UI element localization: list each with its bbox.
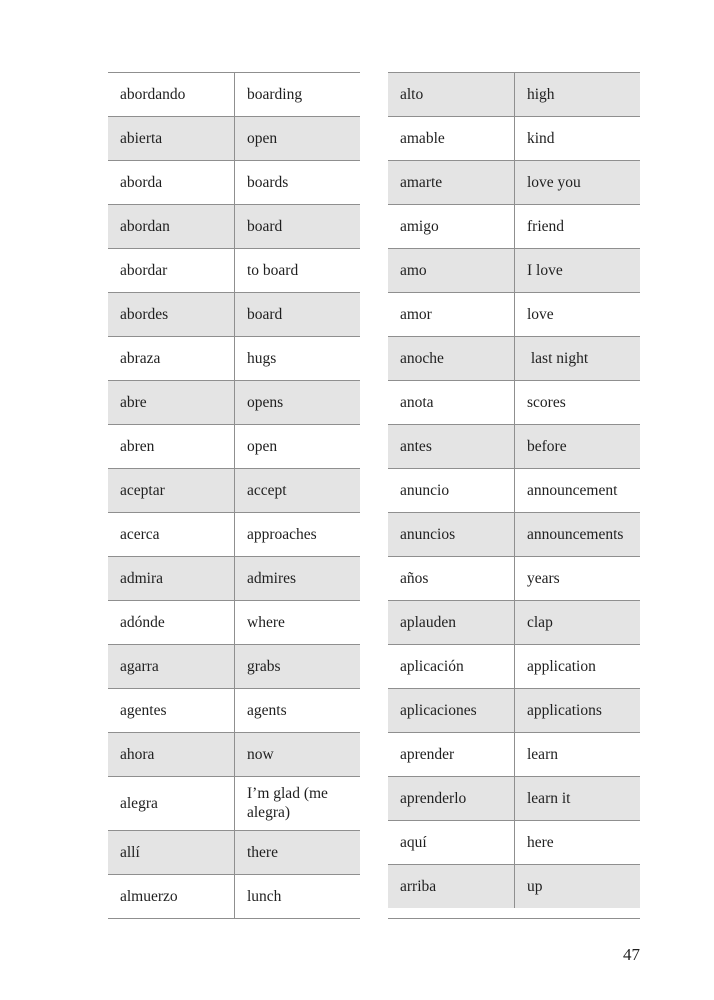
spanish-term: amable (388, 117, 515, 160)
glossary-row (108, 556, 360, 600)
english-translation: here (527, 833, 554, 851)
english-translation: open (247, 437, 278, 455)
glossary-row (108, 116, 360, 160)
glossary-row (108, 830, 360, 874)
glossary-row (388, 556, 640, 600)
glossary-row (108, 72, 360, 116)
spanish-term: abordes (108, 293, 235, 336)
english-translation: accept (247, 481, 287, 499)
glossary-row (388, 600, 640, 644)
english-translation: scores (527, 393, 566, 411)
spanish-term: aplicación (388, 645, 515, 688)
spanish-term: abordando (108, 73, 235, 116)
english-translation: years (527, 569, 560, 587)
glossary-row (388, 820, 640, 864)
glossary-tables (108, 72, 640, 919)
glossary-row (388, 380, 640, 424)
glossary-row (108, 600, 360, 644)
english-translation: now (247, 745, 274, 763)
glossary-row (388, 512, 640, 556)
glossary-row (388, 468, 640, 512)
glossary-row (388, 644, 640, 688)
english-translation: last night (527, 349, 589, 367)
glossary-row (108, 424, 360, 468)
english-translation: applications (527, 701, 602, 719)
english-translation: lunch (247, 887, 282, 905)
glossary-row (388, 292, 640, 336)
glossary-row (108, 512, 360, 556)
spanish-term: anuncio (388, 469, 515, 512)
english-translation: before (527, 437, 567, 455)
spanish-term: agentes (108, 689, 235, 732)
spanish-term: aprender (388, 733, 515, 776)
spanish-term: abordan (108, 205, 235, 248)
english-translation: hugs (247, 349, 277, 367)
spanish-term: abraza (108, 337, 235, 380)
glossary-table-right (388, 72, 640, 919)
glossary-row (388, 424, 640, 468)
glossary-table-left (108, 72, 360, 919)
english-translation: learn it (527, 789, 571, 807)
page-number: 47 (623, 945, 640, 964)
glossary-row (388, 864, 640, 908)
english-translation: agents (247, 701, 287, 719)
english-translation: board (247, 217, 283, 235)
glossary-row (388, 688, 640, 732)
spanish-term: aprenderlo (388, 777, 515, 820)
english-translation: boarding (247, 85, 303, 103)
english-translation: clap (527, 613, 553, 631)
spanish-term: arriba (388, 865, 515, 908)
glossary-row (108, 732, 360, 776)
spanish-term: anota (388, 381, 515, 424)
glossary-row (388, 204, 640, 248)
glossary-row (108, 160, 360, 204)
spanish-term: aquí (388, 821, 515, 864)
spanish-term: aceptar (108, 469, 235, 512)
english-translation: kind (527, 129, 555, 147)
spanish-term: amigo (388, 205, 515, 248)
spanish-term: almuerzo (108, 875, 235, 918)
spanish-term: antes (388, 425, 515, 468)
glossary-row (108, 248, 360, 292)
spanish-term: admira (108, 557, 235, 600)
glossary-row (108, 292, 360, 336)
spanish-term: aplicaciones (388, 689, 515, 732)
english-translation: love you (527, 173, 581, 191)
spanish-term: años (388, 557, 515, 600)
glossary-row (108, 688, 360, 732)
spanish-term: aplauden (388, 601, 515, 644)
glossary-row (108, 874, 360, 918)
glossary-row (108, 336, 360, 380)
spanish-term: ahora (108, 733, 235, 776)
english-translation: grabs (247, 657, 281, 675)
spanish-term: abren (108, 425, 235, 468)
spanish-term: alto (388, 73, 515, 116)
spanish-term: amarte (388, 161, 515, 204)
english-translation: love (527, 305, 554, 323)
english-translation: learn (527, 745, 558, 763)
english-translation: where (247, 613, 285, 631)
english-translation: approaches (247, 525, 317, 543)
glossary-row (108, 776, 360, 830)
english-translation: I love (527, 261, 563, 279)
glossary-row (388, 336, 640, 380)
spanish-term: allí (108, 831, 235, 874)
spanish-term: amor (388, 293, 515, 336)
spanish-term: abierta (108, 117, 235, 160)
english-translation: up (527, 877, 543, 895)
english-translation: open (247, 129, 278, 147)
english-translation: announcement (527, 481, 618, 499)
glossary-row (108, 468, 360, 512)
english-translation: admires (247, 569, 297, 587)
english-translation: there (247, 843, 278, 861)
glossary-row (388, 116, 640, 160)
glossary-row (388, 776, 640, 820)
spanish-term: agarra (108, 645, 235, 688)
glossary-row (388, 160, 640, 204)
glossary-row (108, 380, 360, 424)
glossary-row (388, 248, 640, 292)
english-translation: board (247, 305, 283, 323)
english-translation: application (527, 657, 596, 675)
spanish-term: anoche (388, 337, 515, 380)
english-translation: I’m glad (me alegra) (247, 785, 332, 822)
glossary-row (388, 732, 640, 776)
english-translation: boards (247, 173, 289, 191)
spanish-term: aborda (108, 161, 235, 204)
spanish-term: alegra (108, 777, 235, 830)
english-translation: high (527, 85, 555, 103)
glossary-row (108, 644, 360, 688)
english-translation: opens (247, 393, 284, 411)
english-translation: to board (247, 261, 299, 279)
spanish-term: anuncios (388, 513, 515, 556)
english-translation: friend (527, 217, 565, 235)
spanish-term: adónde (108, 601, 235, 644)
spanish-term: amo (388, 249, 515, 292)
glossary-row (108, 204, 360, 248)
glossary-row (388, 72, 640, 116)
spanish-term: acerca (108, 513, 235, 556)
spanish-term: abordar (108, 249, 235, 292)
spanish-term: abre (108, 381, 235, 424)
english-translation: announcements (527, 525, 624, 543)
